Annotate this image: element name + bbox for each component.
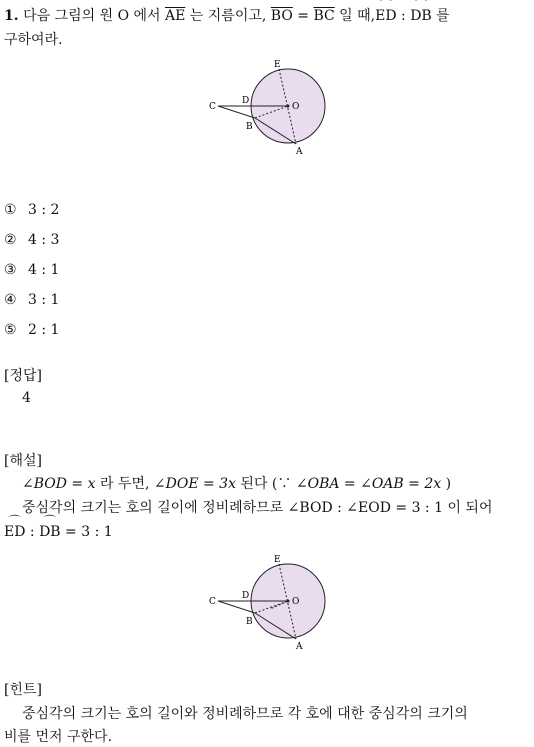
choice-text: 3 : 2 [28, 202, 60, 218]
explanation-heading: [해설] [4, 453, 42, 469]
label-o-2: O [292, 597, 300, 607]
ratio-colon: : [396, 8, 411, 24]
segment-c-b [218, 106, 255, 118]
segment-bc: $\overline{BC}$ [313, 8, 335, 24]
question-number: 1. [4, 8, 19, 24]
question-text-1a: 다음 그림의 원 O 에서 [23, 8, 165, 24]
question-text-1c: 일 때, [334, 8, 376, 24]
choice-text: 2 : 1 [28, 322, 60, 338]
question-line-2: 구하여라. [4, 32, 63, 48]
arc-ed: ⌒ ED [375, 6, 396, 26]
explanation-text-1f: ) [441, 476, 452, 492]
ratio-result: = 3 : 1 [60, 524, 113, 540]
center-dot [287, 105, 290, 108]
choice-mark: ③ [4, 262, 17, 278]
hint-line-2: 비를 먼저 구한다. [4, 729, 113, 745]
choice-1[interactable] [4, 200, 59, 220]
math-bod: ∠BOD = x [22, 476, 96, 492]
label-a-2: A [296, 642, 303, 652]
choice-3[interactable] [4, 260, 59, 280]
label-c: C [209, 102, 216, 112]
label-b-2: B [246, 617, 253, 627]
choice-mark: ④ [4, 292, 17, 308]
circle-figure-1 [200, 58, 340, 158]
answer-value: 4 [22, 390, 31, 406]
explanation-line-1 [22, 474, 451, 494]
circle-figure-2 [200, 553, 340, 653]
arc-db-2: ⌒ DB [39, 522, 61, 542]
segment-bo: $\overline{BO}$ [270, 8, 293, 24]
ratio-colon-2: : [25, 524, 40, 540]
choice-text: 4 : 3 [28, 232, 60, 248]
label-d-2: D [242, 591, 250, 601]
explanation-text-1d: 된다 (∵ [235, 476, 296, 492]
math-doe: ∠DOE = 3x [153, 476, 236, 492]
label-a: A [296, 147, 303, 157]
segment-ae: $\overline{AE}$ [165, 8, 186, 24]
label-o: O [292, 102, 300, 112]
label-c-2: C [209, 597, 216, 607]
equals-sign: = [292, 8, 314, 24]
explanation-text-1b: 라 두면, [95, 476, 154, 492]
arc-db: ⌒ DB [410, 6, 432, 26]
question-text-1d: 를 [431, 8, 450, 24]
label-e-2: E [274, 555, 281, 565]
choice-mark: ② [4, 232, 17, 248]
choice-mark: ① [4, 202, 17, 218]
label-d: D [242, 96, 250, 106]
label-b: B [246, 122, 253, 132]
center-dot-2 [287, 600, 290, 603]
hint-line-1: 중심각의 크기는 호의 길이와 정비례하므로 각 호에 대한 중심각의 크기의 [22, 706, 468, 722]
answer-heading: [정답] [4, 368, 42, 384]
hint-heading: [힌트] [4, 682, 42, 698]
choice-5[interactable] [4, 320, 59, 340]
choice-mark: ⑤ [4, 322, 17, 338]
question-text-1b: 는 지름이고, [185, 8, 271, 24]
math-oba: ∠OBA = ∠OAB = 2x [295, 476, 442, 492]
choice-text: 4 : 1 [28, 262, 60, 278]
choice-text: 3 : 1 [28, 292, 60, 308]
segment-c-b-2 [218, 601, 255, 613]
label-e: E [274, 60, 281, 70]
explanation-line-3 [4, 522, 113, 542]
arc-ed-2: ⌒ ED [4, 522, 25, 542]
explanation-line-2: 중심각의 크기는 호의 길이에 정비례하므로 ∠BOD : ∠EOD = 3 : 1 이 되어 [22, 500, 493, 516]
choice-2[interactable] [4, 230, 59, 250]
choice-4[interactable] [4, 290, 59, 310]
question-line-1 [4, 6, 450, 26]
